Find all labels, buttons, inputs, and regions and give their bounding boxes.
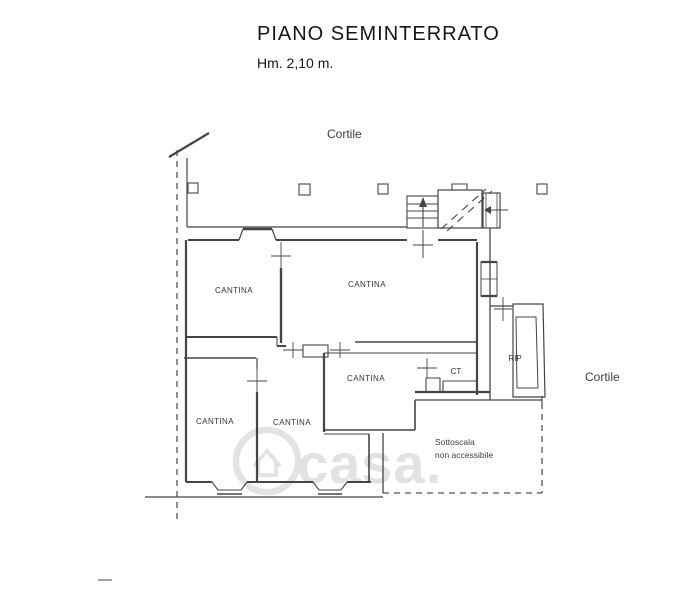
sottoscala-note-line2: non accessibile [435, 450, 494, 460]
boundary-diagonal-mark [169, 133, 209, 157]
stairs-landing-box [438, 190, 482, 228]
staircase [407, 184, 508, 258]
window-top-sides [239, 229, 276, 240]
header [257, 23, 500, 71]
room-label-cantina-lower-middle: CANTINA [273, 418, 311, 427]
page-title: PIANO SEMINTERRATO [257, 23, 500, 45]
room-label-cantina-middle: CANTINA [347, 374, 385, 383]
room-label-cantina-lower-left: CANTINA [196, 417, 234, 426]
pillar-icon [378, 184, 388, 194]
rip-outer-box [513, 304, 545, 397]
room-label-ct: CT [450, 367, 462, 376]
pillar-icon [299, 184, 310, 195]
plan-labels [196, 127, 620, 460]
courtyard-top-label: Cortile [327, 127, 362, 141]
pillar-icon [188, 183, 198, 193]
watermark-text: casa. [297, 432, 443, 495]
sottoscala-note-line1: Sottoscala [435, 437, 475, 447]
courtyard-right-label: Cortile [585, 370, 620, 384]
entry-arrowhead-icon [484, 206, 491, 214]
page-subtitle: Hm. 2,10 m. [257, 55, 334, 71]
pillar-icon [537, 184, 547, 194]
rip-inner-box [516, 317, 538, 388]
room-label-rip: RIP [508, 354, 522, 363]
stairs-up-arrowhead-icon [419, 197, 427, 207]
room-label-cantina-upper-left: CANTINA [215, 286, 253, 295]
ct-door-notch [426, 378, 440, 392]
stairs-landing-notch [452, 184, 467, 190]
room-label-cantina-upper-right: CANTINA [348, 280, 386, 289]
ct-floor-line [443, 381, 477, 392]
watermark-logo [236, 430, 442, 495]
